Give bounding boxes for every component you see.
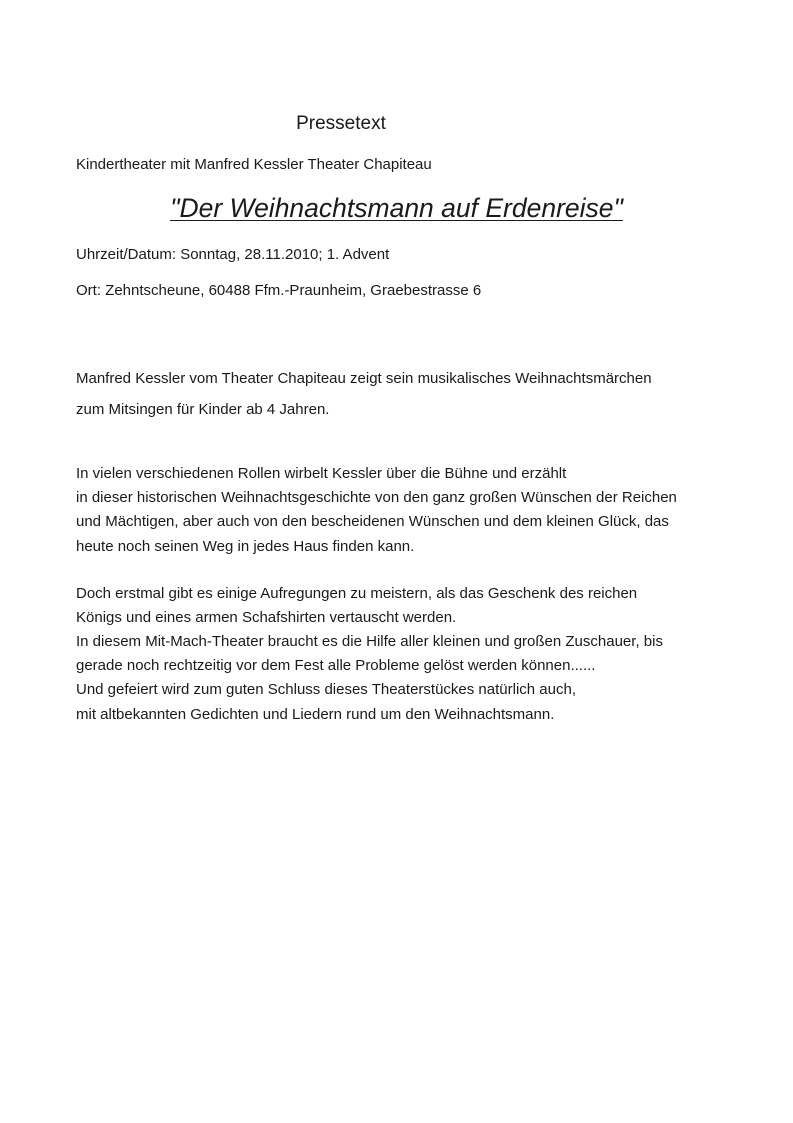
date-line: Uhrzeit/Datum: Sonntag, 28.11.2010; 1. Advent	[76, 246, 390, 263]
paragraph-line: und Mächtigen, aber auch von den bescheidenen Wünschen und dem kleinen Glück, das	[76, 513, 669, 530]
paragraph-line: In vielen verschiedenen Rollen wirbelt Kessler über die Bühne und erzählt	[76, 465, 567, 482]
paragraph-line: mit altbekannten Gedichten und Liedern rund um den Weihnachtsmann.	[76, 706, 555, 723]
paragraph-line: Und gefeiert wird zum guten Schluss dieses Theaterstückes natürlich auch,	[76, 681, 576, 698]
document-heading: Pressetext	[296, 113, 386, 134]
paragraph-line: zum Mitsingen für Kinder ab 4 Jahren.	[76, 401, 330, 418]
document-subtitle: Kindertheater mit Manfred Kessler Theater Chapiteau	[76, 156, 432, 173]
paragraph-line: Manfred Kessler vom Theater Chapiteau zeigt sein musikalisches Weihnachtsmärchen	[76, 370, 652, 387]
paragraph-line: Doch erstmal gibt es einige Aufregungen zu meistern, als das Geschenk des reichen	[76, 585, 638, 602]
paragraph-line: Königs und eines armen Schafshirten vertauscht werden.	[76, 609, 457, 626]
play-title: "Der Weihnachtsmann auf Erdenreise"	[170, 193, 623, 223]
paragraph-line: gerade noch rechtzeitig vor dem Fest alle Probleme gelöst werden können......	[76, 657, 596, 674]
paragraph-line: In diesem Mit-Mach-Theater braucht es die Hilfe aller kleinen und großen Zuschauer, bis	[76, 633, 663, 650]
location-line: Ort: Zehntscheune, 60488 Ffm.-Praunheim, Graebestrasse 6	[76, 282, 482, 299]
paragraph-line: heute noch seinen Weg in jedes Haus finden kann.	[76, 538, 415, 555]
paragraph-line: in dieser historischen Weihnachtsgeschichte von den ganz großen Wünschen der Reichen	[76, 489, 677, 506]
